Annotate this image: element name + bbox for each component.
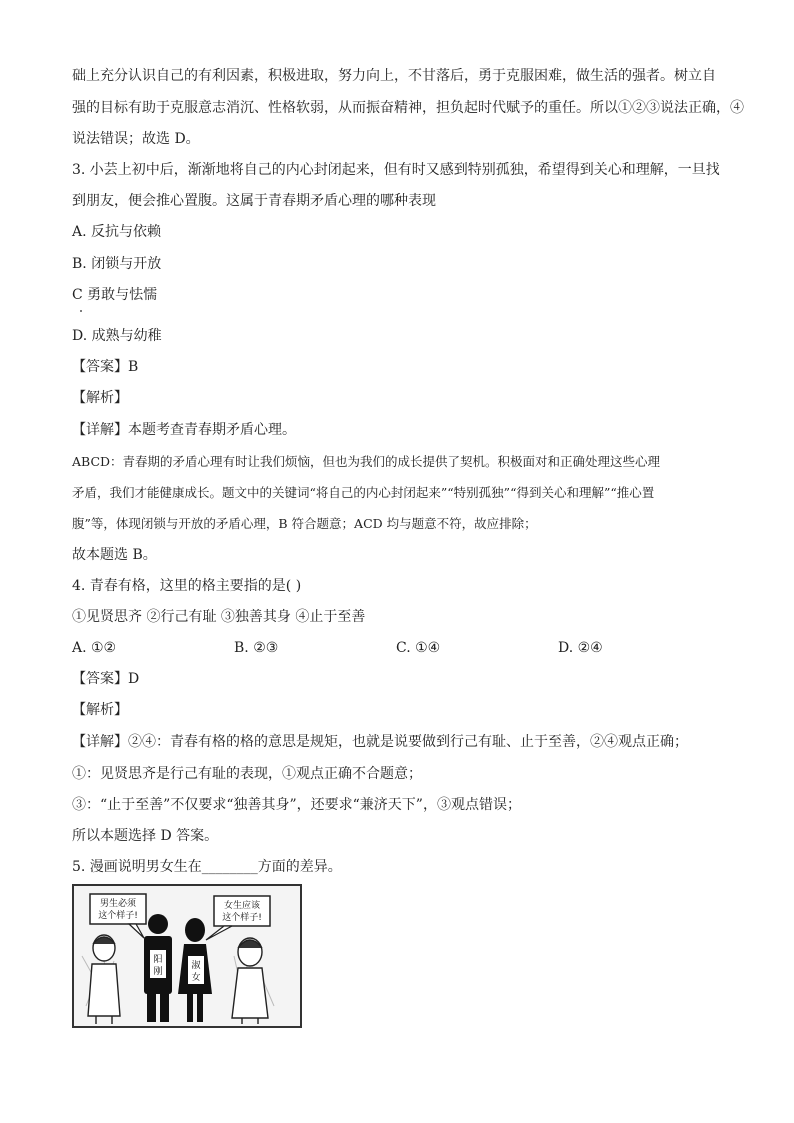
tag-female-1: 淑: [191, 961, 201, 971]
tag-male-2: 刚: [153, 967, 163, 977]
question-3-stem: 3. 小芸上初中后，渐渐地将自己的内心封闭起来，但有时又感到特别孤独，希望得到关心和理解，一旦找: [72, 162, 720, 178]
option-c: C. ①④: [396, 640, 441, 656]
tag-male-1: 阳: [153, 955, 163, 965]
explanation-line: 所以本题选择 D 答案。: [72, 828, 219, 844]
answer-label: 【答案】D: [72, 671, 140, 687]
option-a: A. 反抗与依赖: [72, 224, 162, 240]
explanation-line: ①：见贤思齐是行己有耻的表现，①观点正确不合题意；: [72, 766, 422, 782]
female-silhouette: [178, 918, 212, 1022]
answer-label: 【答案】B: [72, 359, 139, 375]
bubble-left-line-2: 这个样子!: [98, 911, 138, 921]
question-4-items: ①见贤思齐 ②行己有耻 ③独善其身 ④止于至善: [72, 609, 366, 625]
girl-figure-right: [232, 938, 268, 1024]
question-4-stem: 4. 青春有格，这里的格主要指的是( ): [72, 578, 302, 594]
analysis-label: 【解析】: [72, 390, 128, 406]
option-c: C 勇敢与怯懦: [72, 287, 158, 303]
detail-text: 【详解】②④：青春有格的格的意思是规矩，也就是说要做到行己有耻、止于至善，②④观点正确；: [72, 734, 688, 750]
comic-drawing: [74, 886, 300, 1026]
bubble-left-line-1: 男生必须: [99, 899, 137, 909]
detail-text: 【详解】本题考查青春期矛盾心理。: [72, 422, 296, 438]
comic-image: [72, 884, 302, 1028]
speech-bubble-left: [90, 894, 146, 938]
option-d: D. 成熟与幼稚: [72, 328, 162, 344]
explanation-line: ③：“止于至善”不仅要求“独善其身”，还要求“兼济天下”，③观点错误；: [72, 797, 521, 813]
explanation-line: ABCD：青春期的矛盾心理有时让我们烦恼，但也为我们的成长提供了契机。积极面对和正确处理这些心理: [72, 454, 661, 469]
analysis-label: 【解析】: [72, 702, 128, 718]
text-line: 说法错误；故选 D。: [72, 131, 200, 147]
speech-bubble-right: [206, 896, 270, 940]
explanation-line: 矛盾，我们才能健康成长。题文中的关键词“将自己的内心封闭起来”“特别孤独”“得到关心和理解”“推心置: [72, 485, 655, 500]
option-d: D. ②④: [558, 640, 603, 656]
bubble-right-line-2: 这个样子!: [222, 913, 262, 923]
bubble-right-line-1: 女生应该: [223, 901, 261, 911]
male-silhouette: [144, 914, 172, 1022]
boy-figure-left: [88, 935, 120, 1024]
option-b: B. ②③: [234, 640, 279, 656]
explanation-line: 故本题选 B。: [72, 547, 157, 563]
text-line: 础上充分认识自己的有利因素，积极进取，努力向上，不甘落后，勇于克服困难，做生活的强者。树立自: [72, 68, 716, 84]
option-b: B. 闭锁与开放: [72, 256, 162, 272]
stray-dot: [80, 310, 82, 312]
question-5-stem: 5. 漫画说明男女生在________方面的差异。: [72, 859, 342, 875]
tag-female-2: 女: [191, 973, 201, 983]
question-3-stem: 到朋友，便会推心置腹。这属于青春期矛盾心理的哪种表现: [72, 193, 436, 209]
text-line: 强的目标有助于克服意志消沉、性格软弱，从而振奋精神，担负起时代赋予的重任。所以①②③说法正确，④: [72, 100, 744, 116]
option-a: A. ①②: [72, 640, 117, 656]
explanation-line: 腹”等，体现闭锁与开放的矛盾心理，B 符合题意；ACD 均与题意不符，故应排除；: [72, 516, 537, 531]
